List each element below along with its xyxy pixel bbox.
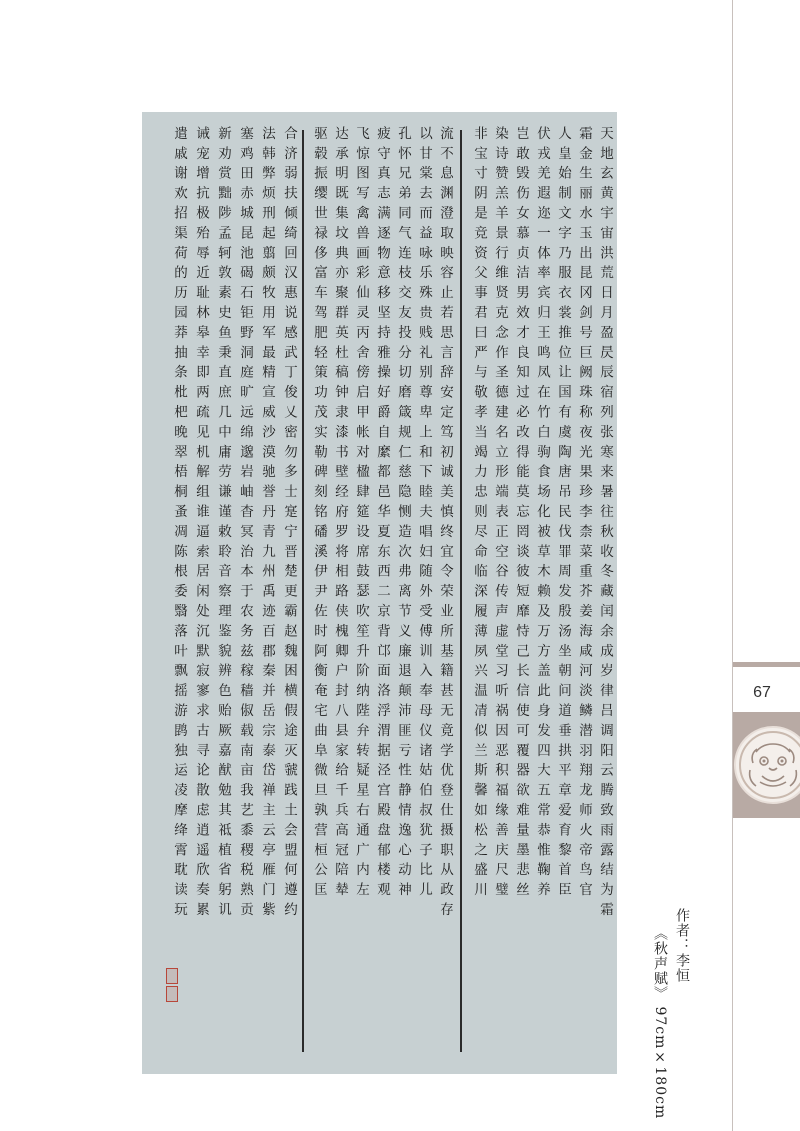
text-column: 合济弱扶倾绮回汉惠说感武丁俊乂密勿多士寔宁晋楚更霸赵魏困横假途灭虢践土会盟何遵约 bbox=[281, 126, 297, 922]
text-column: 诫宠增抗极殆辱近耻林皋幸即两疏见机解组谁逼索居闲处沉默寂寥求古寻论散虑逍遥欣奏累 bbox=[193, 126, 209, 922]
text-column: 岂敢毁伤女慕贞洁男效才良知过必改得能莫忘罔谈彼短靡恃己长信使可覆器欲难量墨悲丝 bbox=[513, 126, 529, 903]
text-column: 人皇始制文字乃服衣裳推位让国有虞陶唐吊民伐罪周发殷汤坐朝问道垂拱平章爱育黎首臣 bbox=[555, 126, 571, 903]
text-column: 染诗赞羔羊景行维贤克念作圣德建名立形端表正空谷传声虚堂习听祸因恶积福缘善庆尺璧 bbox=[492, 126, 508, 903]
caption-work: 《秋声赋》 97cm×180cm bbox=[652, 926, 668, 1120]
text-column: 伏戎羌遐迩一体率宾归王鸣凤在竹白驹食场化被草木赖及万方盖此身发四大五常恭惟鞠养 bbox=[534, 126, 550, 903]
text-column: 驱毂振缨世禄侈富车驾肥轻策功茂实勒碑刻铭磻溪伊尹佐时阿衡奄宅曲阜微旦孰营桓公匡 bbox=[311, 126, 327, 903]
page-number: 67 bbox=[753, 684, 771, 701]
text-column: 天地玄黄宇宙洪荒日月盈昃辰宿列张寒来暑往秋收冬藏闰余成岁律吕调阳云腾致雨露结为霜 bbox=[597, 126, 613, 922]
text-column: 流不息渊澄取映容止若思言辞安定笃初诚美慎终宜令荣业所基籍甚无竟学优登仕摄职从政存 bbox=[437, 126, 453, 922]
panel-divider bbox=[460, 130, 462, 1052]
text-column: 塞鸡田赤城昆池碣石钜野洞庭旷远绵邈岩岫杳冥治本于农务兹稼穑俶载南亩我艺黍稷税熟贡 bbox=[237, 126, 253, 922]
text-column: 遣戚谢欢招渠荷的历园莽抽条枇杷晚翠梧桐蚤凋陈根委翳落叶飘摇游鹍独运凌摩绛霄耽读玩 bbox=[171, 126, 187, 922]
margin-rule bbox=[732, 0, 733, 1131]
artist-seal bbox=[166, 968, 178, 984]
calligraphy-artwork bbox=[142, 112, 617, 1074]
panel-middle bbox=[306, 126, 456, 1056]
text-column: 以甘棠去而益咏乐殊贵贱礼别尊卑上和下睦夫唱妇随外受傅训入奉母仪诸姑伯叔犹子比儿 bbox=[416, 126, 432, 903]
text-column: 达承明既集坟典亦聚群英杜稿钟隶漆书壁经府罗将相路侠槐卿户封八县家给千兵高冠陪辇 bbox=[332, 126, 348, 903]
text-column: 霜金生丽水玉出昆冈剑号巨阙珠称夜光果珍李柰菜重芥姜海咸河淡鳞潜羽翔龙师火帝鸟官 bbox=[576, 126, 592, 903]
text-column: 疲守真志满逐物意移坚持雅操好爵自縻都邑华夏东西二京背邙面洛浮渭据泾宫殿盘郁楼观 bbox=[374, 126, 390, 903]
artist-seal bbox=[166, 986, 178, 1002]
panel-left bbox=[152, 126, 300, 1056]
text-column: 飞惊图写禽兽画彩仙灵丙舍傍启甲帐对楹肆筵设席鼓瑟吹笙升阶纳陛弁转疑星右通广内左 bbox=[353, 126, 369, 903]
text-column: 法韩弊烦刑起翦颇牧用军最精宣威沙漠驰誉丹青九州禹迹百郡秦并岳宗泰岱禅主云亭雁门紫 bbox=[259, 126, 275, 922]
panel-divider bbox=[302, 130, 304, 1052]
caption-author: 作者：李恒 bbox=[674, 908, 690, 983]
text-column: 非宝寸阴是竞资父事君曰严与敬孝当竭力忠则尽命临深履薄夙兴温凊似兰斯馨如松之盛川 bbox=[471, 126, 487, 903]
panel-right bbox=[464, 126, 614, 1056]
page-tab-top bbox=[733, 662, 800, 667]
text-column: 新劝赏黜陟孟轲敦素史鱼秉直庶几中庸劳谦谨敕聆音察理鉴貌辨色贻厥嘉猷勉其祗植省躬讥 bbox=[215, 126, 231, 922]
text-column: 孔怀兄弟同气连枝交友投分切磨箴规仁慈隐恻造次弗离节义廉退颠沛匪亏性静情逸心动神 bbox=[395, 126, 411, 903]
